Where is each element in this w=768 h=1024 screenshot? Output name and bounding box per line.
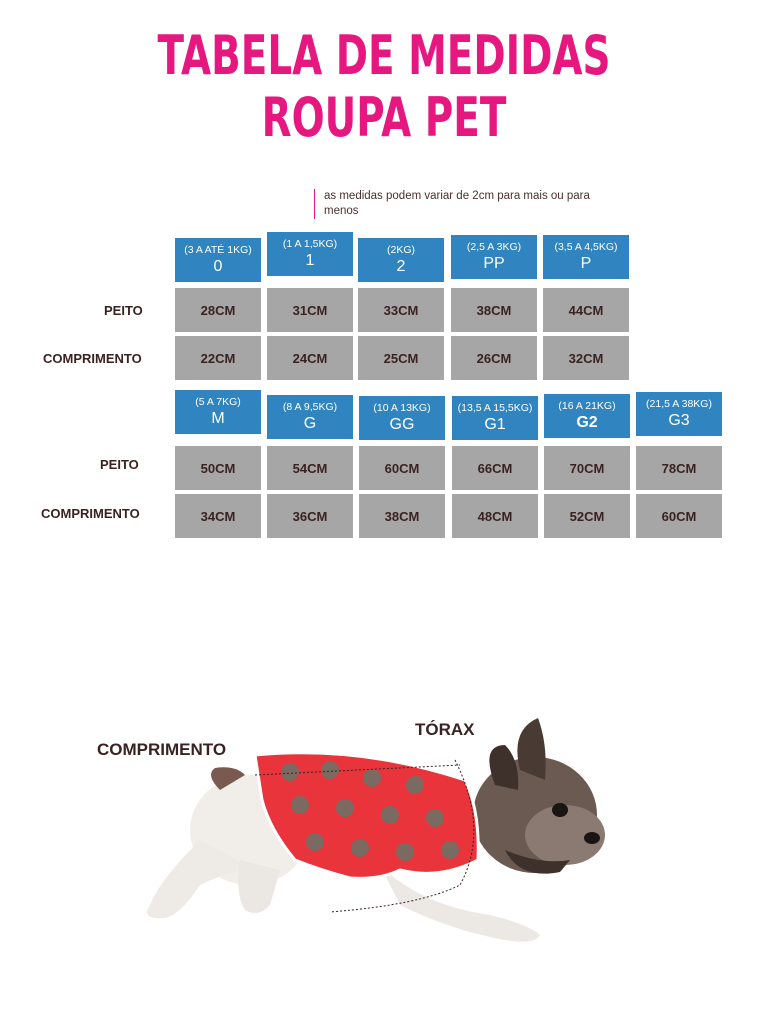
page-title-line1: TABELA DE MEDIDAS <box>157 24 611 87</box>
chest-value: 38CM <box>451 288 537 332</box>
length-value: 24CM <box>267 336 353 380</box>
chest-value: 44CM <box>543 288 629 332</box>
size-header <box>544 394 630 438</box>
chest-value: 66CM <box>452 446 538 490</box>
size-header <box>636 392 722 436</box>
size-header <box>267 232 353 276</box>
length-value: 34CM <box>175 494 261 538</box>
length-value: 48CM <box>452 494 538 538</box>
size-weight: (3,5 A 4,5KG) <box>554 240 618 253</box>
size-weight: (13,5 A 15,5KG) <box>457 401 533 414</box>
length-value: 60CM <box>636 494 722 538</box>
length-value: 38CM <box>359 494 445 538</box>
size-weight: (8 A 9,5KG) <box>282 400 338 413</box>
size-weight: (21,5 A 38KG) <box>646 397 712 410</box>
size-header <box>452 396 538 440</box>
chest-value: 78CM <box>636 446 722 490</box>
measurement-note: as medidas podem variar de 2cm para mais ou para menos <box>314 189 604 219</box>
size-header <box>543 235 629 279</box>
size-code: G2 <box>576 413 598 431</box>
size-weight: (1 A 1,5KG) <box>282 237 338 250</box>
dog-in-shirt-illustration <box>0 690 768 990</box>
length-value: 22CM <box>175 336 261 380</box>
size-header <box>359 396 445 440</box>
page-title-line2: ROUPA PET <box>261 86 507 149</box>
size-weight: (3 A ATÉ 1KG) <box>184 243 252 256</box>
row-label-chest: PEITO <box>104 303 143 318</box>
size-weight: (2,5 A 3KG) <box>466 240 522 253</box>
size-code: 2 <box>396 257 406 275</box>
length-value: 36CM <box>267 494 353 538</box>
size-weight: (16 A 21KG) <box>558 399 616 412</box>
row-label-length: COMPRIMENTO <box>41 506 140 521</box>
size-header <box>267 395 353 439</box>
size-code: G3 <box>668 411 690 429</box>
size-code: 0 <box>213 257 223 275</box>
chest-value: 60CM <box>359 446 445 490</box>
chest-value: 31CM <box>267 288 353 332</box>
chest-label: TÓRAX <box>415 720 475 739</box>
size-weight: (10 A 13KG) <box>373 401 431 414</box>
chest-value: 33CM <box>358 288 444 332</box>
size-code: PP <box>483 254 505 272</box>
length-label: COMPRIMENTO <box>97 740 227 759</box>
size-header <box>175 238 261 282</box>
size-code: 1 <box>305 251 315 269</box>
length-value: 52CM <box>544 494 630 538</box>
length-value: 32CM <box>543 336 629 380</box>
chest-value: 54CM <box>267 446 353 490</box>
size-header <box>175 390 261 434</box>
size-header <box>451 235 537 279</box>
size-code: G <box>303 414 317 432</box>
size-code: G1 <box>484 415 506 433</box>
size-code: P <box>580 254 592 272</box>
chest-value: 70CM <box>544 446 630 490</box>
row-label-length: COMPRIMENTO <box>43 351 142 366</box>
chest-value: 50CM <box>175 446 261 490</box>
length-value: 26CM <box>451 336 537 380</box>
size-header <box>358 238 444 282</box>
row-label-chest: PEITO <box>100 457 139 472</box>
size-code: GG <box>389 415 415 433</box>
size-weight: (5 A 7KG) <box>195 395 241 408</box>
length-value: 25CM <box>358 336 444 380</box>
chest-value: 28CM <box>175 288 261 332</box>
size-code: M <box>211 409 225 427</box>
size-weight: (2KG) <box>386 243 415 256</box>
